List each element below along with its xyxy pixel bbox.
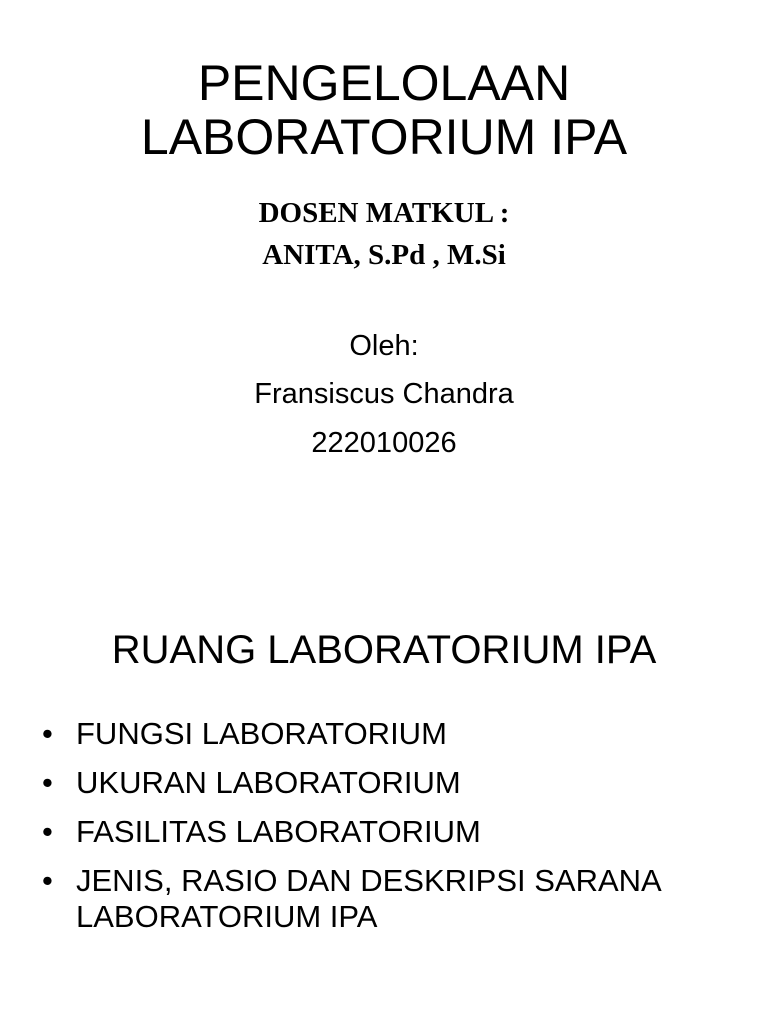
slide-title-line-1: PENGELOLAAN: [197, 55, 571, 111]
bullet-text: UKURAN LABORATORIUM: [76, 765, 461, 800]
author-student-id: 222010026: [311, 427, 457, 459]
author-label: Oleh:: [349, 330, 419, 362]
bullet-dot-icon: •: [42, 814, 53, 849]
bullet-item: [40, 765, 750, 801]
content-slide-title: RUANG LABORATORIUM IPA: [111, 628, 657, 672]
lecturer-heading: DOSEN MATKUL :: [258, 197, 510, 229]
bullet-list: [40, 716, 750, 948]
slide-content: [0, 512, 768, 1024]
bullet-dot-icon: •: [42, 765, 53, 800]
lecturer-name: ANITA, S.Pd , M.Si: [262, 239, 506, 271]
bullet-text: JENIS, RASIO DAN DESKRIPSI SARANA LABORATORIUM IPA: [76, 863, 660, 934]
slide-title-line-2: LABORATORIUM IPA: [140, 109, 628, 165]
bullet-dot-icon: •: [42, 716, 53, 751]
bullet-text: FUNGSI LABORATORIUM: [76, 716, 447, 751]
bullet-dot-icon: •: [42, 863, 53, 898]
bullet-text: FASILITAS LABORATORIUM: [76, 814, 481, 849]
bullet-item: [40, 814, 750, 850]
bullet-item: [40, 863, 750, 935]
author-name: Fransiscus Chandra: [254, 378, 514, 410]
bullet-item: [40, 716, 750, 752]
